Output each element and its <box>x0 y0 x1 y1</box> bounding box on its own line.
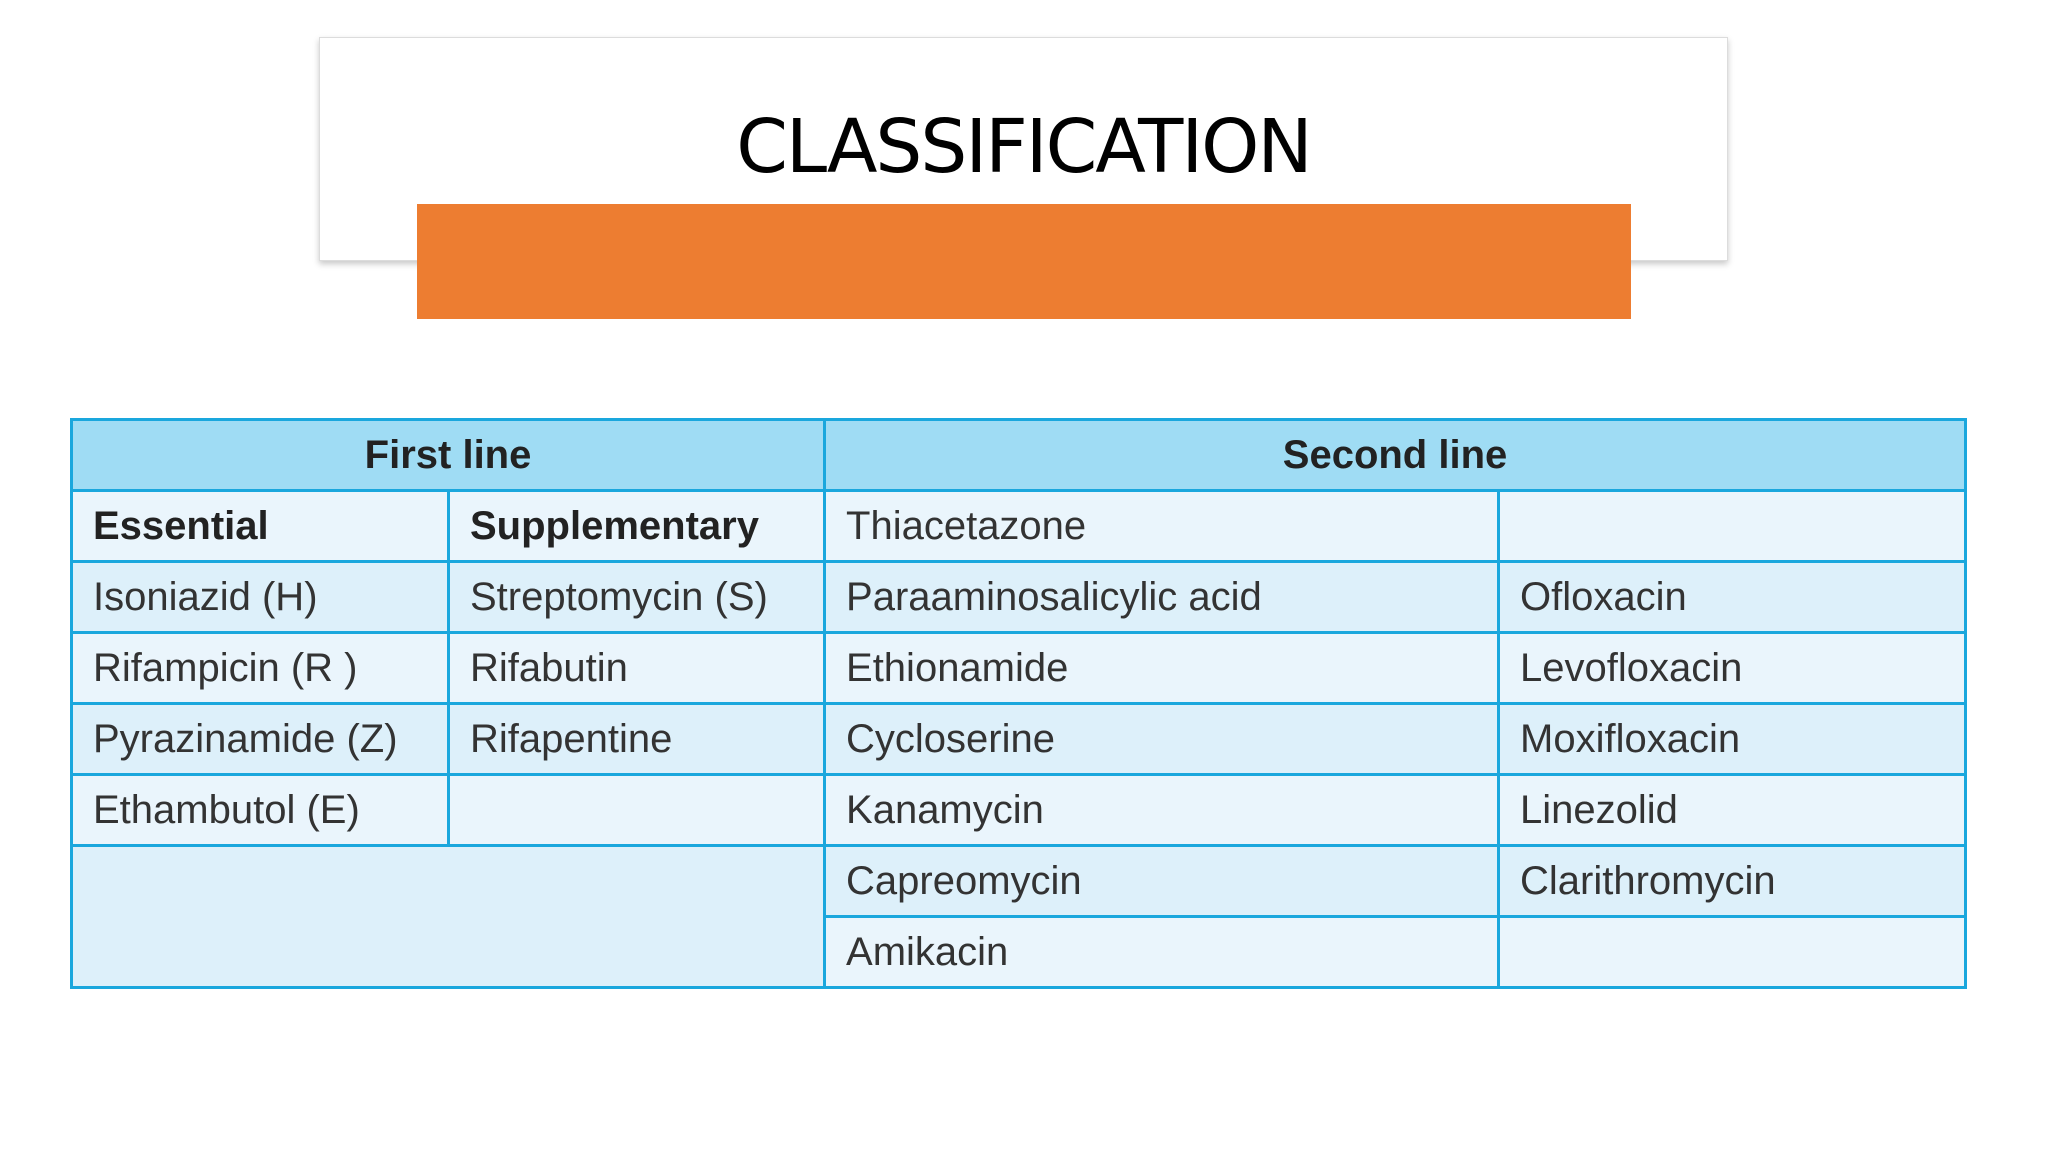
table-cell: Ethambutol (E) <box>72 775 449 846</box>
table-cell: Linezolid <box>1499 775 1966 846</box>
header-second-line: Second line <box>825 420 1966 491</box>
table-cell: Rifampicin (R ) <box>72 633 449 704</box>
table-cell: Thiacetazone <box>825 491 1499 562</box>
table-cell: Cycloserine <box>825 704 1499 775</box>
table-cell: Rifabutin <box>449 633 825 704</box>
table-cell: Ofloxacin <box>1499 562 1966 633</box>
table-cell <box>1499 917 1966 988</box>
table-row <box>72 633 1966 704</box>
table-cell: Kanamycin <box>825 775 1499 846</box>
table-row <box>72 704 1966 775</box>
table-header-row <box>72 420 1966 491</box>
subheader-essential: Essential <box>72 491 449 562</box>
table-subheader-row <box>72 491 1966 562</box>
table-cell: Moxifloxacin <box>1499 704 1966 775</box>
table-cell: Streptomycin (S) <box>449 562 825 633</box>
table-cell: Isoniazid (H) <box>72 562 449 633</box>
table-cell: Amikacin <box>825 917 1499 988</box>
classification-table <box>70 418 1967 989</box>
table-cell: Ethionamide <box>825 633 1499 704</box>
table-cell <box>1499 491 1966 562</box>
empty-merged-cell <box>72 846 825 988</box>
table-cell: Capreomycin <box>825 846 1499 917</box>
table-cell: Rifapentine <box>449 704 825 775</box>
table-row <box>72 846 1966 917</box>
table-cell: Pyrazinamide (Z) <box>72 704 449 775</box>
table-cell <box>449 775 825 846</box>
table-cell: Levofloxacin <box>1499 633 1966 704</box>
table-cell: Clarithromycin <box>1499 846 1966 917</box>
table-row <box>72 775 1966 846</box>
slide-title: CLASSIFICATION <box>736 104 1311 190</box>
accent-bar <box>417 204 1631 319</box>
table-row <box>72 562 1966 633</box>
header-first-line: First line <box>72 420 825 491</box>
table-cell: Paraaminosalicylic acid <box>825 562 1499 633</box>
subheader-supplementary: Supplementary <box>449 491 825 562</box>
